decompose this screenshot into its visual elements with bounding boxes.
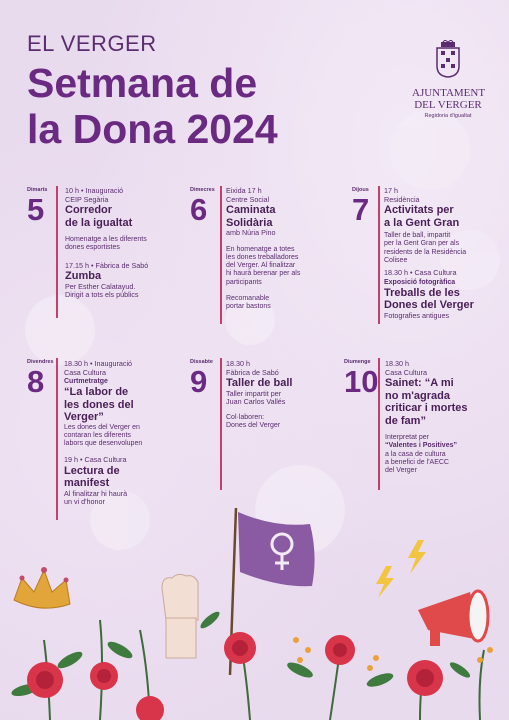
event-subtitle: Al finalitzar hi haurà — [64, 488, 128, 498]
event-meta: 19 h • Casa Cultura — [64, 455, 127, 465]
day-name: Dimarts — [27, 187, 48, 193]
day-number: 8 — [27, 364, 45, 399]
event-title: no m'agrada — [385, 389, 450, 402]
event-note: portar bastons — [226, 303, 271, 311]
event-note: Recomanable — [226, 294, 270, 302]
event-note: a la casa de cultura — [385, 450, 446, 458]
page-title — [27, 60, 387, 152]
event-meta: CEIP Segària — [65, 194, 109, 204]
event-title: Zumba — [65, 270, 102, 283]
event-title: Caminata — [226, 204, 276, 216]
event-note: a benefici de l'AECC — [385, 458, 449, 466]
title-line-2: la Dona 2024 — [27, 106, 278, 152]
event-title: manifest — [64, 477, 110, 490]
event-note: hi haurà berenar per als — [226, 270, 301, 278]
divider-line — [56, 186, 58, 318]
event-note: del Verger. Al finalitzar — [226, 262, 296, 270]
divider-line — [56, 358, 58, 520]
event-day-8 — [64, 360, 214, 507]
day-number: 10 — [344, 364, 379, 399]
day-10 — [344, 359, 378, 398]
event-subtitle: Dirigit a tots els públics — [65, 290, 139, 300]
event-title: Verger” — [64, 411, 104, 423]
day-name: Dijous — [352, 187, 369, 193]
event-tag: Curtmetratge — [64, 378, 108, 385]
divider-line — [220, 186, 222, 324]
day-number: 6 — [190, 192, 208, 227]
divider-line — [378, 186, 380, 324]
event-subtitle: un vi d'honor — [64, 497, 105, 507]
event-note: les dones treballadores — [226, 253, 299, 261]
event-note: Dones del Verger — [226, 421, 281, 429]
day-name: Dissabte — [190, 359, 213, 365]
day-8 — [27, 359, 54, 398]
event-subtitle: Fotografies antigues — [384, 310, 450, 320]
event-subtitle: Juan Carlos Vallés — [226, 397, 286, 406]
event-title: a la Gent Gran — [384, 216, 460, 229]
event-meta: Eixida 17 h — [226, 186, 262, 195]
event-meta: 18.30 h — [226, 359, 250, 368]
event-day-6 — [226, 187, 346, 312]
event-meta: Residència — [384, 194, 420, 204]
megaphone-icon — [418, 591, 488, 646]
event-note: En homenatge a totes — [226, 245, 295, 253]
event-meta: 17 h — [384, 186, 398, 195]
day-number: 7 — [352, 192, 370, 227]
event-note: Col·laboren: — [226, 413, 265, 421]
lightning-icon — [376, 540, 426, 598]
event-meta: Casa Cultura — [385, 367, 427, 377]
event-day-5 — [65, 187, 210, 300]
title-line-1: Setmana de — [27, 60, 258, 106]
town-name: EL VERGER — [27, 31, 157, 56]
event-note: Interpretat per — [385, 434, 429, 441]
divider-line — [378, 358, 380, 490]
event-note: Taller de ball, impartit — [384, 232, 451, 239]
day-number: 5 — [27, 192, 45, 227]
day-name: Dimecres — [190, 187, 215, 193]
logo-name-line-2: DEL VERGER — [414, 99, 482, 111]
logo-subtitle: Regidoria d'igualtat — [424, 113, 472, 119]
event-note: Colisee — [384, 256, 408, 264]
divider-line — [220, 358, 222, 490]
day-5 — [27, 187, 47, 226]
event-note: “Valentes i Positives” — [385, 442, 457, 450]
logo-name — [412, 87, 484, 111]
logo-name-line-1: AJUNTAMENT — [412, 87, 486, 99]
event-title: Activitats per — [384, 204, 454, 216]
event-day-10 — [385, 360, 503, 475]
event-note: residents de la Residència — [384, 248, 467, 256]
event-title: Solidària — [226, 216, 273, 229]
day-name: Diumenge — [344, 359, 371, 365]
raised-fist-icon — [162, 574, 198, 658]
municipal-logo — [412, 40, 484, 119]
event-meta: 18.30 h • Casa Cultura — [384, 268, 457, 278]
coat-of-arms-icon — [435, 40, 461, 78]
event-note: per la Gent Gran per als — [384, 240, 460, 248]
event-title: Sainet: “A mi — [385, 377, 454, 389]
event-note: Homenatge a les diferents — [65, 236, 147, 243]
event-meta: 17.15 h • Fàbrica de Sabó — [65, 260, 149, 270]
event-title: les dones del — [64, 398, 134, 411]
day-number: 9 — [190, 364, 208, 399]
event-note: labors que desenvolupen — [64, 440, 143, 448]
event-note: del Verger — [385, 467, 417, 475]
event-day-9 — [226, 360, 346, 430]
event-tag: Exposició fotogràfica — [384, 278, 456, 286]
day-7 — [352, 187, 369, 226]
crown-icon — [14, 567, 70, 608]
event-meta: 18.30 h • Inauguració — [64, 359, 133, 368]
event-meta: Casa Cultura — [64, 367, 106, 377]
event-meta: Centre Social — [226, 194, 270, 204]
event-note: dones esportistes — [65, 244, 120, 252]
event-title: de fam” — [385, 414, 426, 427]
day-name: Divendres — [27, 359, 54, 365]
event-note: Les dones del Verger en — [64, 423, 140, 431]
event-meta: 10 h • Inauguració — [65, 186, 124, 195]
event-meta: Fàbrica de Sabó — [226, 367, 279, 377]
event-title: Corredor — [65, 204, 113, 216]
floral-illustration — [0, 497, 509, 720]
event-subtitle: Taller impartit per — [226, 388, 282, 398]
event-title: criticar i mortes — [385, 402, 468, 414]
event-day-7 — [384, 187, 502, 320]
event-note: contaran les diferents — [64, 431, 131, 439]
event-meta: 18.30 h — [385, 359, 409, 368]
event-title: Dones del Verger — [384, 299, 474, 312]
event-title: Lectura de — [64, 464, 120, 477]
event-title: “La labor de — [64, 386, 129, 398]
event-title: Treballs de les — [384, 286, 460, 299]
event-note: participants — [226, 278, 262, 286]
event-title: Taller de ball — [226, 377, 293, 389]
event-subtitle: amb Núria Pino — [226, 228, 276, 237]
event-title: de la igualtat — [65, 216, 133, 229]
event-subtitle: Per Esther Calatayud. — [65, 281, 136, 291]
